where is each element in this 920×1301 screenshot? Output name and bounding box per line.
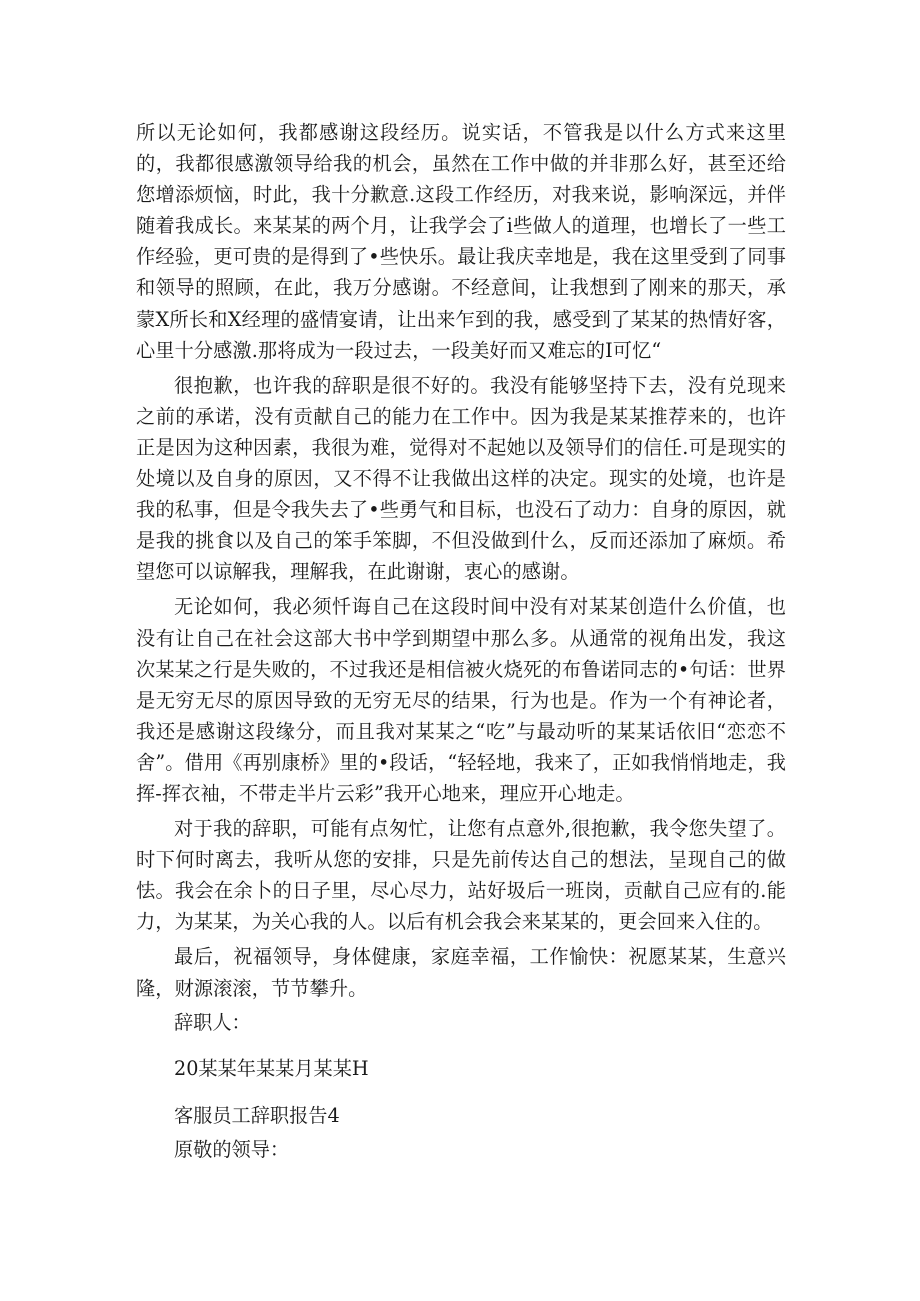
- document-body: [136, 117, 786, 1165]
- paragraph-apology: 很抱歉，也许我的辞职是很不好的。我没有能够坚持下去，没有兑现来之前的承诺，没有贡献自己的能力在工作中。因为我是某某推荐来的，也许正是因为这种因素，我很为难，觉得对不起她以及领导们的信任.可是现实的处境以及自身的原因，又不得不让我做出这样的决定。现实的处境，也许是我的私事，但是令我失去了•些勇气和目标，也没石了动力：自身的原因，就是我的挑食以及自己的笨手笨脚，不但没做到什么，反而还添加了麻烦。希望您可以谅解我，理解我，在此谢谢，衷心的感谢。: [136, 373, 786, 584]
- signer-label: 辞职人：: [174, 1010, 251, 1034]
- paragraph-departure: 对于我的辞职，可能有点匆忙，让您有点意外,很抱歉，我令您失望了。时下何时离去，我听从您的安排，只是先前传达自己的想法，呈现自己的做怯。我会在余卜的日子里，尽心尽力，站好圾后一班岗，贡献自己应有的.能力，为某某，为关心我的人。以后有机会我会来某某的，更会回来入住的。: [136, 817, 786, 934]
- next-report-title: 客服员工辞职报告4: [174, 1103, 340, 1127]
- paragraph-closing-wishes: 最后，祝福领导，身体健康，家庭幸福，工作愉快：祝愿某某，生意兴隆，财源滚滚，节节攀升。: [136, 945, 786, 1000]
- salutation: 原敬的领导：: [174, 1137, 290, 1161]
- paragraph-reflection: 无论如何，我必须忏诲自己在这段时间中没有对某某创造什么价值，也没有让自己在社会这部大书中学到期望中那么多。从通常的视角出发，我这次某某之行是失败的，不过我还是相信被火烧死的布鲁诺同志的•句话：世界是无穷无尽的原因导致的无穷无尽的结果，行为也是。作为一个有神论者，我还是感谢这段缘分，而且我对某某之“吃”与最动听的某某话依旧“恋恋不舍”。借用《再别康桥》里的•段话，“轻轻地，我来了，正如我悄悄地走，我挥-挥衣袖，不带走半片云彩”我开心地来，理应开心地走。: [136, 595, 786, 805]
- paragraph-gratitude: 所以无论如何，我都感谢这段经历。说实话，不管我是以什么方式来这里的，我都很感激领导给我的机会，虽然在工作中做的并非那么好，甚至还给您增添烦恼，时此，我十分歉意.这段工作经历，对我来说，影响深远，并伴随着我成长。来某某的两个月，让我学会了i些做人的道理，也增长了一些工作经验，更可贵的是得到了•些快乐。最让我庆幸地是，我在这里受到了同事和领导的照顾，在此，我万分感谢。不经意间，让我想到了刚来的那天，承蒙X所长和X经理的盛情宴请，让出来乍到的我，感受到了某某的热情好客，心里十分感激.那将成为一段过去，一段美好而又难忘的I可忆“: [136, 121, 786, 362]
- date-line: 20某某年某某月某某H: [174, 1056, 369, 1080]
